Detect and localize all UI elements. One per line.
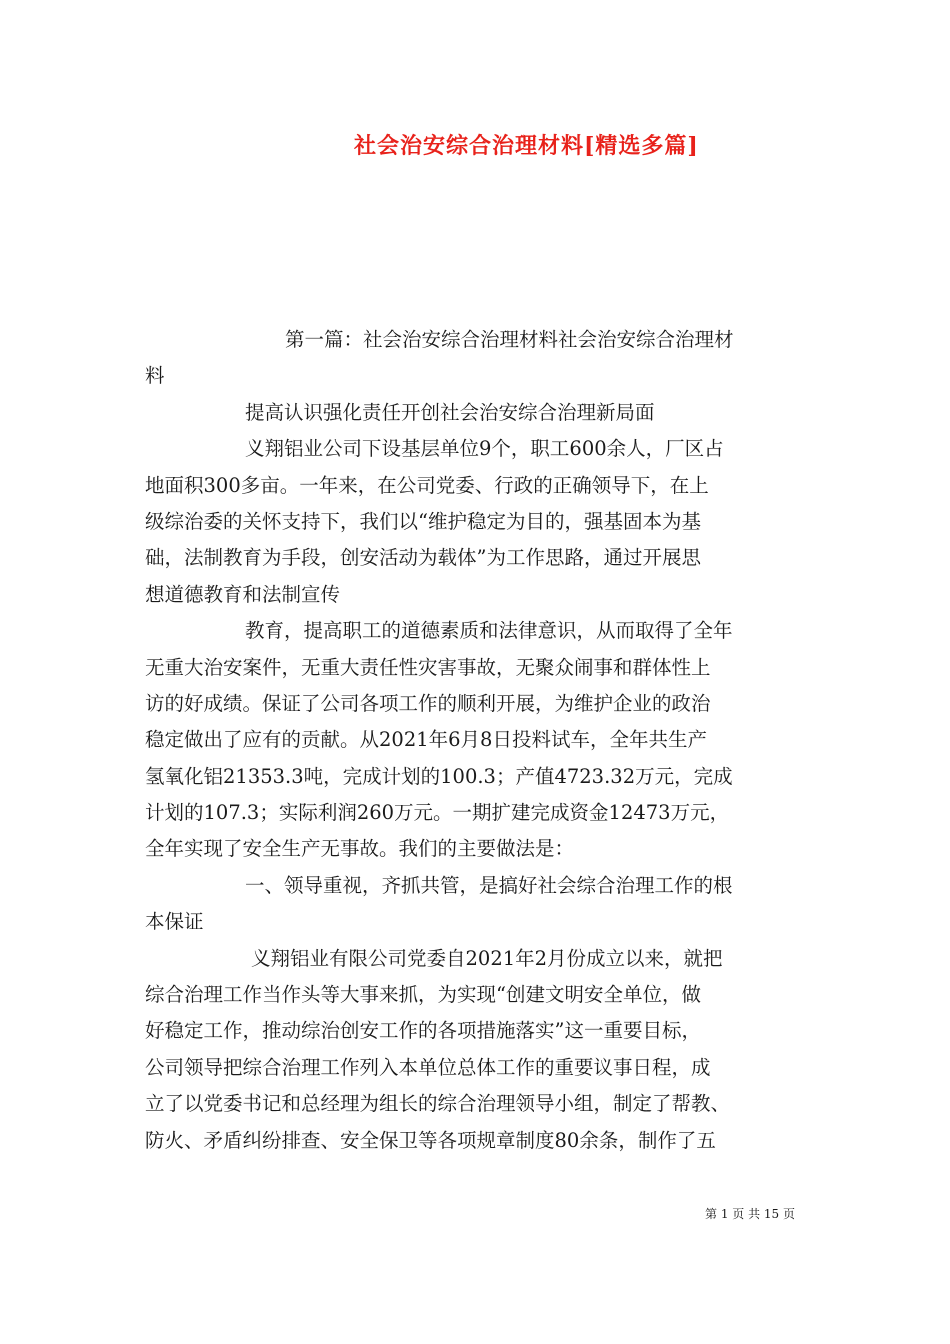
text-line: 访的好成绩。保证了公司各项工作的顺利开展，为维护企业的政治 (145, 691, 711, 715)
text-line: 好稳定工作，推动综治创安工作的各项措施落实”这一重要目标， (145, 1019, 701, 1043)
page-number: 第 1 页 共 15 页 (705, 1207, 795, 1221)
text-line: 全年实现了安全生产无事故。我们的主要做法是： (145, 837, 575, 861)
text-line: 教育，提高职工的道德素质和法律意识，从而取得了全年 (245, 619, 733, 643)
text-line: 义翔铝业有限公司党委自2021年2月份成立以来，就把 (251, 946, 723, 970)
text-line: 立了以党委书记和总经理为组长的综合治理领导小组，制定了帮教、 (145, 1092, 731, 1116)
text-line: 计划的107.3；实际利润260万元。一期扩建完成资金12473万元， (145, 801, 730, 825)
text-line: 第一篇：社会治安综合治理材料社会治安综合治理材 (285, 328, 734, 351)
section-heading: 一、领导重视，齐抓共管，是搞好社会综合治理工作的根 (245, 873, 733, 897)
text-line: 氢氧化铝21353.3吨，完成计划的100.3；产值4723.32万元，完成 (145, 764, 733, 788)
text-line: 础，法制教育为手段，创安活动为载体”为工作思路，通过开展思 (145, 546, 701, 570)
text-line: 料 (145, 364, 165, 388)
text-line: 防火、矛盾纠纷排查、安全保卫等各项规章制度80余条，制作了五 (145, 1128, 716, 1152)
section-heading: 提高认识强化责任开创社会治安综合治理新局面 (245, 400, 655, 424)
text-line: 无重大治安案件，无重大责任性灾害事故，无聚众闹事和群体性上 (145, 655, 711, 679)
document-title: 社会治安综合治理材料[精选多篇] (354, 133, 699, 159)
text-line: 公司领导把综合治理工作列入本单位总体工作的重要议事日程，成 (145, 1055, 711, 1079)
text-line: 本保证 (145, 910, 204, 934)
text-line: 地面积300多亩。一年来，在公司党委、行政的正确领导下，在上 (145, 473, 709, 497)
text-line: 综合治理工作当作头等大事来抓，为实现“创建文明安全单位，做 (145, 983, 701, 1007)
text-line: 稳定做出了应有的贡献。从2021年6月8日投料试车，全年共生产 (145, 728, 707, 752)
text-line: 想道德教育和法制宣传 (145, 582, 341, 606)
document-body (145, 322, 815, 1159)
text-line: 义翔铝业公司下设基层单位9个，职工600余人，厂区占 (245, 437, 724, 461)
text-line: 级综治委的关怀支持下，我们以“维护稳定为目的，强基固本为基 (145, 509, 701, 533)
